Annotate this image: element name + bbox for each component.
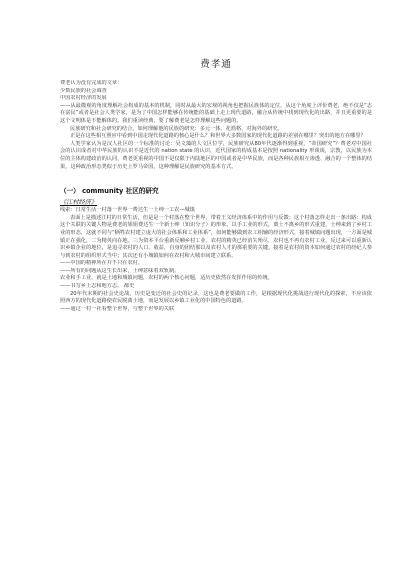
paragraph: 表面上是描述江村的日常生活，但是是一个村落在整个世界，带着王义经济体系中的作用与反馈；这个村落怎样走出一条出路：构成这个关联的关键人物是费老的姐姐费达生一个新士绅（知识分子）的形象，以手工业的形式，离土不离乡的形式重建。士绅来到了乡村工业的形态，这就不同与“牺牲农村建立庞大的社会体系和工业体系”，如何能够做到农工相辅的经济形式，接着城镇问题出现，一方面是城镇正在强化，二为精英向在地。三为资本平台重新反哺乡村工业。农村的精英已经消失殆尽，农村也不再有农村工业，反过来可以重新认识乡镇企业的地位，是追寻农村的人口、收益，自身的团结那以及农村人才的那重要的关键。接着是农村的资本如何通过农村的经纪人参与到农村的组织形式当中；其次还有小城镇如何在农村和大城市间建立联系。 [60,214,372,259]
dash-line: ——书写乡土志和地方志。 都史 [60,283,135,290]
intro-line: 中国农村经济的发展 [60,95,107,102]
intro-line: 费老认为没有完成的文章： [60,80,123,86]
intro-lines [60,80,372,103]
body-part-1 [60,103,372,171]
final-line: ——通过一村一社看整个世界，与整个世界的关联 [60,305,175,312]
clue-line: 线索：日常生活一村落一世界一费达生一土绅一工农—城镇 [60,207,195,214]
page-title: 费孝通 [200,59,232,70]
dash-line: ——中国的精神所在并不只在农村。 [60,260,144,267]
paragraph: 人类学家认为是汉人社区的一个标准的讨论：吴文藻的人文区位学，民族研究从80年代逐渐得到重视，“帝国研究”？费老对中国社会的认识成者对中华民族的认识不是近代的 nation state 的认识，近代国家的构成基本是按照 nationality 形谈谈，宗教，以民族为本位的主体构建政治的认同，费老更重视的中国不是仅限于内陆地区的中国或者是中华民族，而是各种民族相互渗透、融合的一个整体的结果，这种政治形态类似于历史上罗马帝国，这种理解是民族研究的基本方式。 [60,140,372,170]
paragraph: 正是在这些相互照应中看到中国走现代化道路的核心是什么？和世界大多数国家的现代化道路的差别在哪里？突出的地方在哪里？ [70,133,366,140]
section-heading: （一） community 社区的研究 [60,187,159,196]
dash-line: ——所有的问题从这生长出来，土绅意味着双轨制。 [60,267,180,274]
dash-line: 农业和手工业，就是土地和城镇问题，农村的两个核心问题，适历史依然在发挥作用的传统。 [60,275,273,282]
paragraph: 20年代末期的社会史论战，历史是变迁的社会史的记录，这也是费老要做的工作，是根据现代化挑战进行现代化的探索，不应该依照西方的现代化道路使农民脱离土地，而是发展以乡镇工业化的中国特色的道路。 [60,290,372,305]
intro-line: 少数民族的社会调查 [60,87,107,94]
paragraph: ——从最微观的角度理解社会构成的基本的机制，同时从最大的宏观的视角也把握民族体的定位。从这个角度上评价费老，绝不仅是“志在富民”或者是社会人类学家，是为了中国怎样能够在传统能的基础上走上现代道路，融合从传统中找到现代化的出路，并且更重要的是这个文明体是不能解体的。我们重读经典，要了解费老是怎样理解这些问题的。 [60,102,372,124]
body-part-2 [60,207,372,313]
subheading: 《江村经济》 [60,199,98,207]
paragraph: 民族研究和社会研究的结合，如何理解他的民族的研究：多元一体、花篮格、对海外的研究。 [70,125,283,132]
